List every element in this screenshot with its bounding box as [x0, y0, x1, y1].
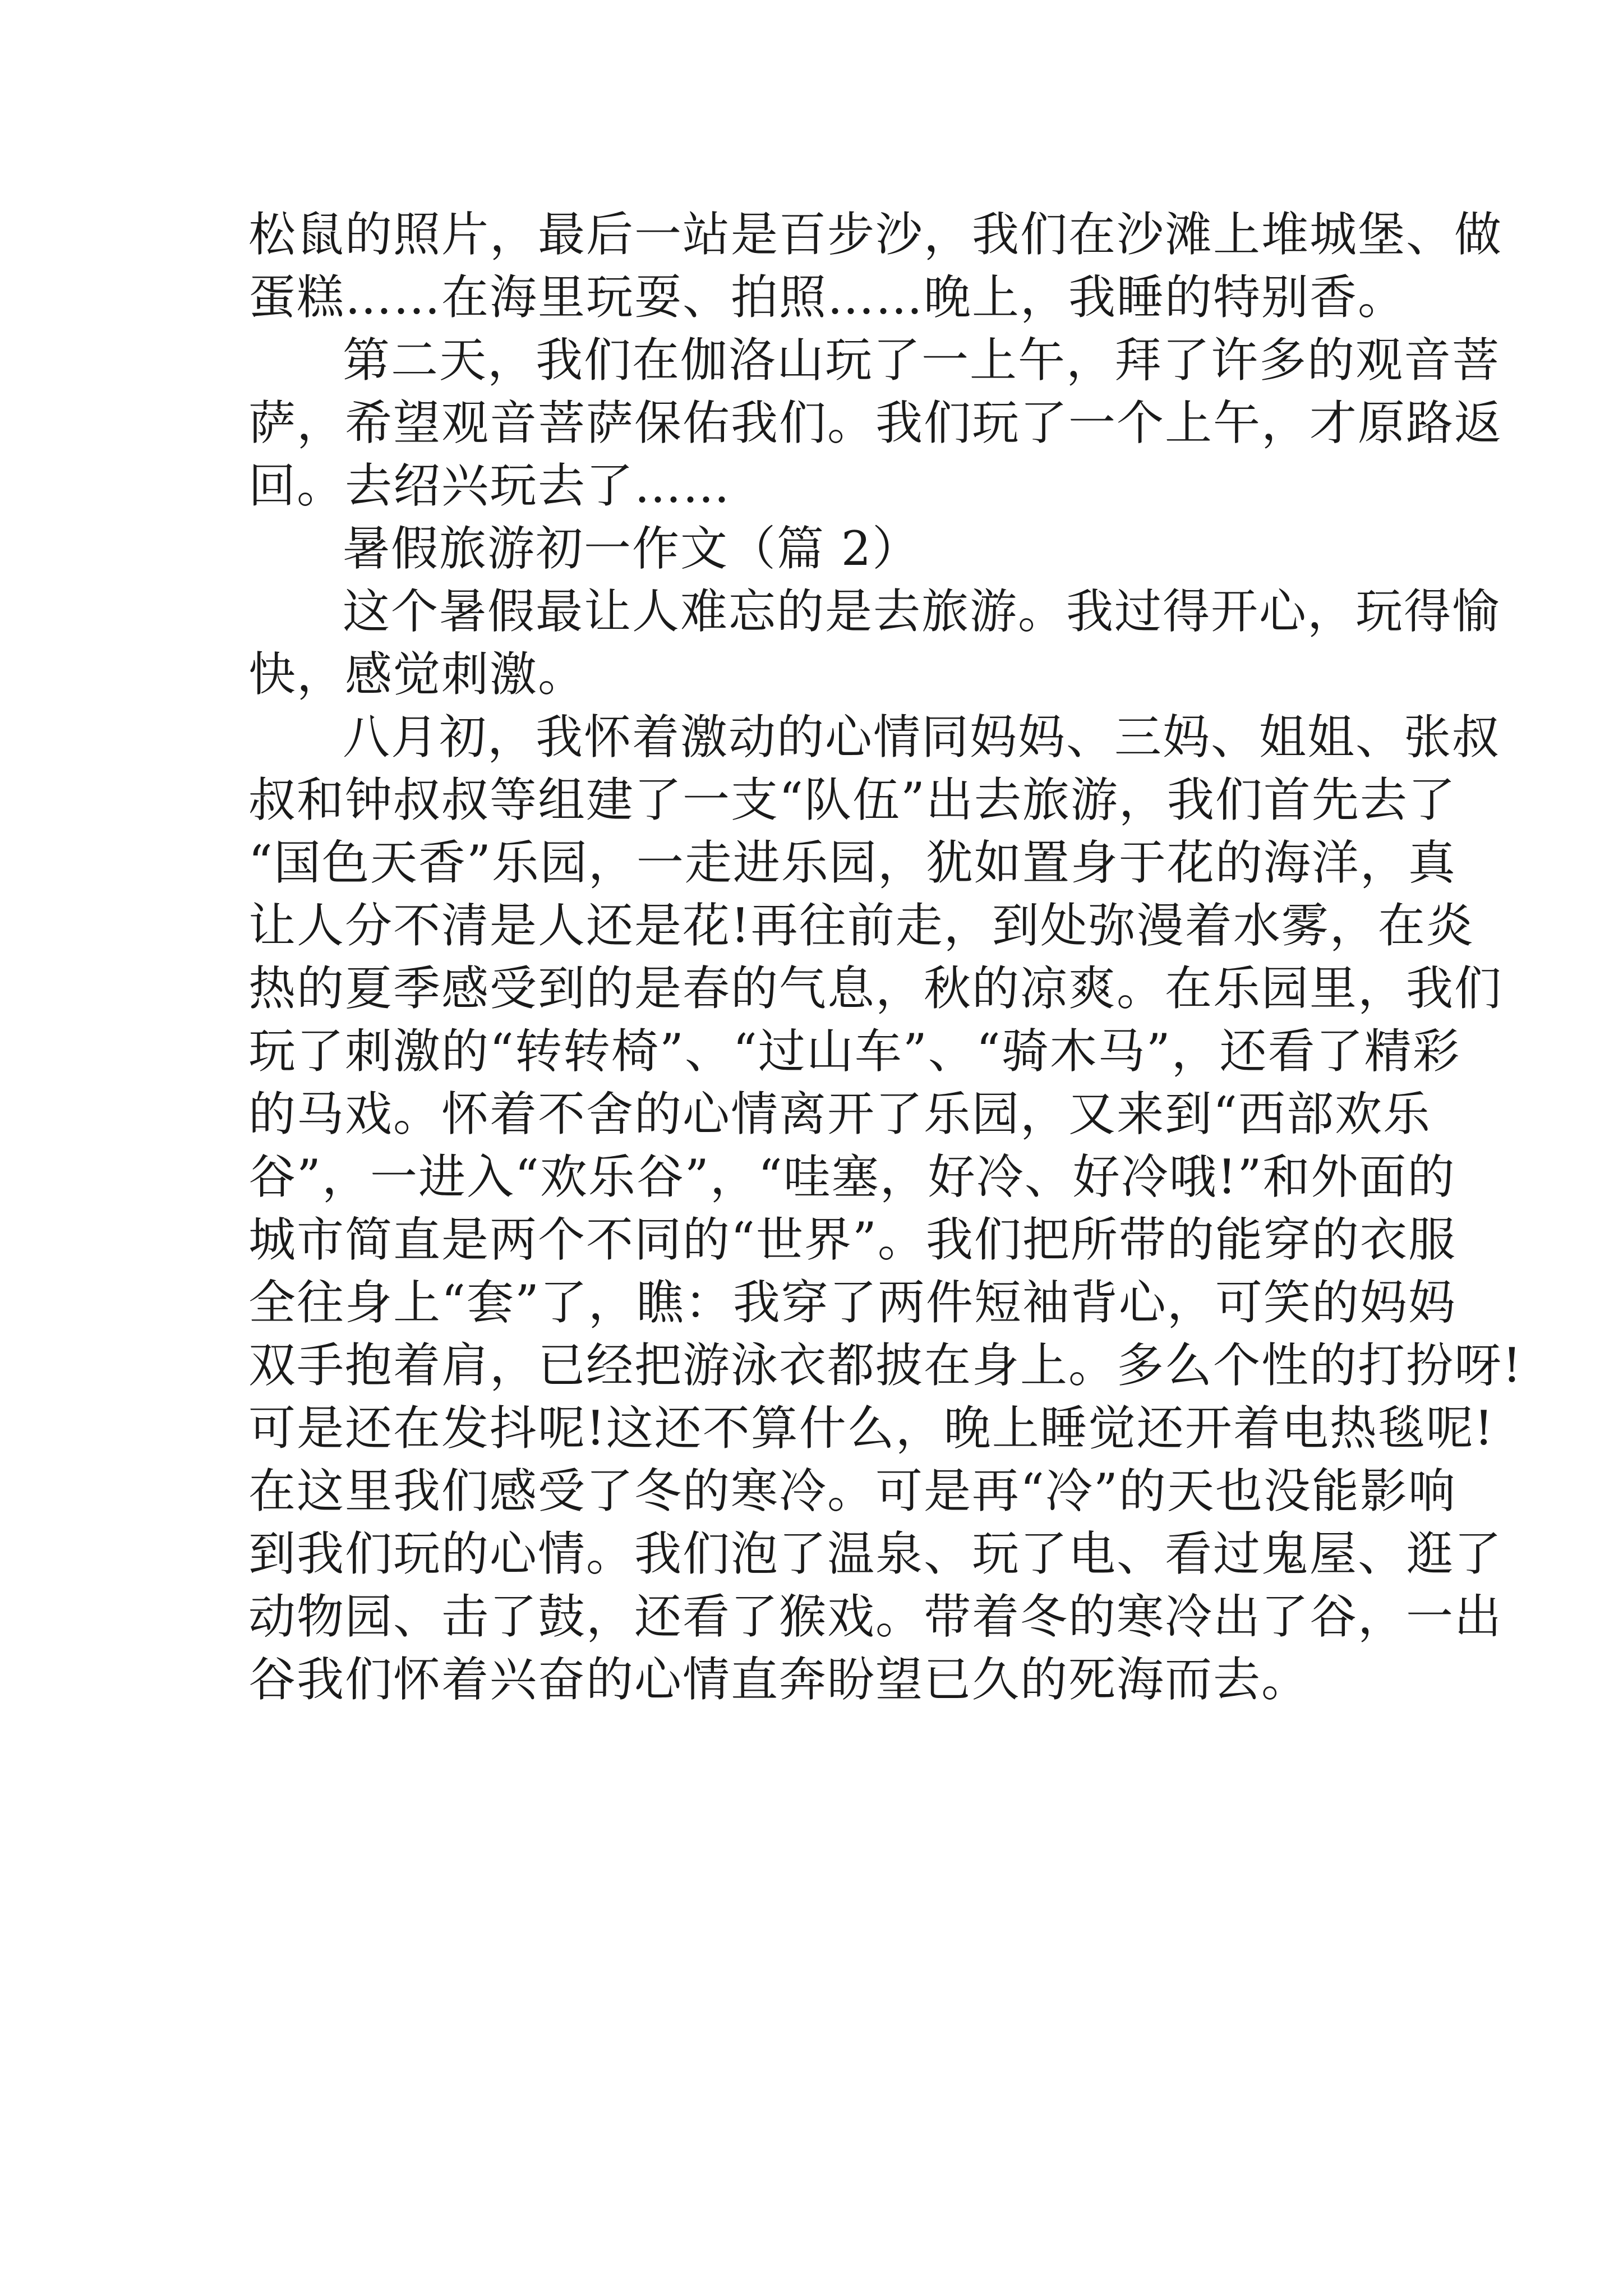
text-line: 松鼠的照片，最后一站是百步沙，我们在沙滩上堆城堡、做	[248, 207, 1503, 262]
text-line: 全往身上“套”了，瞧：我穿了两件短袖背心，可笑的妈妈	[248, 1275, 1456, 1330]
text-line: 让人分不清是人还是花!再往前走，到处弥漫着水雾，在炎	[248, 898, 1474, 953]
text-line: 快，感觉刺激。	[248, 647, 587, 702]
text-line: 到我们玩的心情。我们泡了温泉、玩了电、看过鬼屋、逛了	[248, 1526, 1503, 1581]
text-line: 蛋糕……在海里玩耍、拍照……晚上，我睡的特别香。	[248, 270, 1407, 325]
section-heading: 暑假旅游初一作文（篇 2）	[343, 521, 921, 576]
text-line: 可是还在发抖呢!这还不算什么，晚上睡觉还开着电热毯呢!	[248, 1401, 1495, 1456]
text-line: 谷我们怀着兴奋的心情直奔盼望已久的死海而去。	[248, 1652, 1310, 1707]
text-line: 第二天，我们在伽洛山玩了一上午，拜了许多的观音菩	[343, 333, 1501, 388]
text-line: 谷”，一进入“欢乐谷”，“哇塞，好冷、好冷哦!”和外面的	[248, 1149, 1456, 1204]
text-line: “国色天香”乐园，一走进乐园，犹如置身于花的海洋，真	[248, 835, 1456, 890]
text-line: 萨，希望观音菩萨保佑我们。我们玩了一个上午，才原路返	[248, 395, 1503, 450]
text-line: 的马戏。怀着不舍的心情离开了乐园，又来到“西部欢乐	[248, 1087, 1431, 1142]
document-body	[248, 203, 1523, 1711]
text-line: 动物园、击了鼓，还看了猴戏。带着冬的寒冷出了谷，一出	[248, 1589, 1503, 1644]
text-line: 热的夏季感受到的是春的气息，秋的凉爽。在乐园里，我们	[248, 961, 1503, 1016]
text-line: 在这里我们感受了冬的寒冷。可是再“冷”的天也没能影响	[248, 1464, 1456, 1519]
text-line: 这个暑假最让人难忘的是去旅游。我过得开心，玩得愉	[343, 584, 1501, 639]
text-line: 叔和钟叔叔等组建了一支“队伍”出去旅游，我们首先去了	[248, 772, 1456, 827]
text-line: 八月初，我怀着激动的心情同妈妈、三妈、姐姐、张叔	[343, 710, 1501, 765]
text-line: 回。去绍兴玩去了……	[248, 458, 731, 513]
text-line: 双手抱着肩，已经把游泳衣都披在身上。多么个性的打扮呀!	[248, 1338, 1523, 1393]
text-line: 城市简直是两个不同的“世界”。我们把所带的能穿的衣服	[248, 1212, 1456, 1267]
text-line: 玩了刺激的“转转椅”、“过山车”、“骑木马”，还看了精彩	[248, 1024, 1461, 1079]
